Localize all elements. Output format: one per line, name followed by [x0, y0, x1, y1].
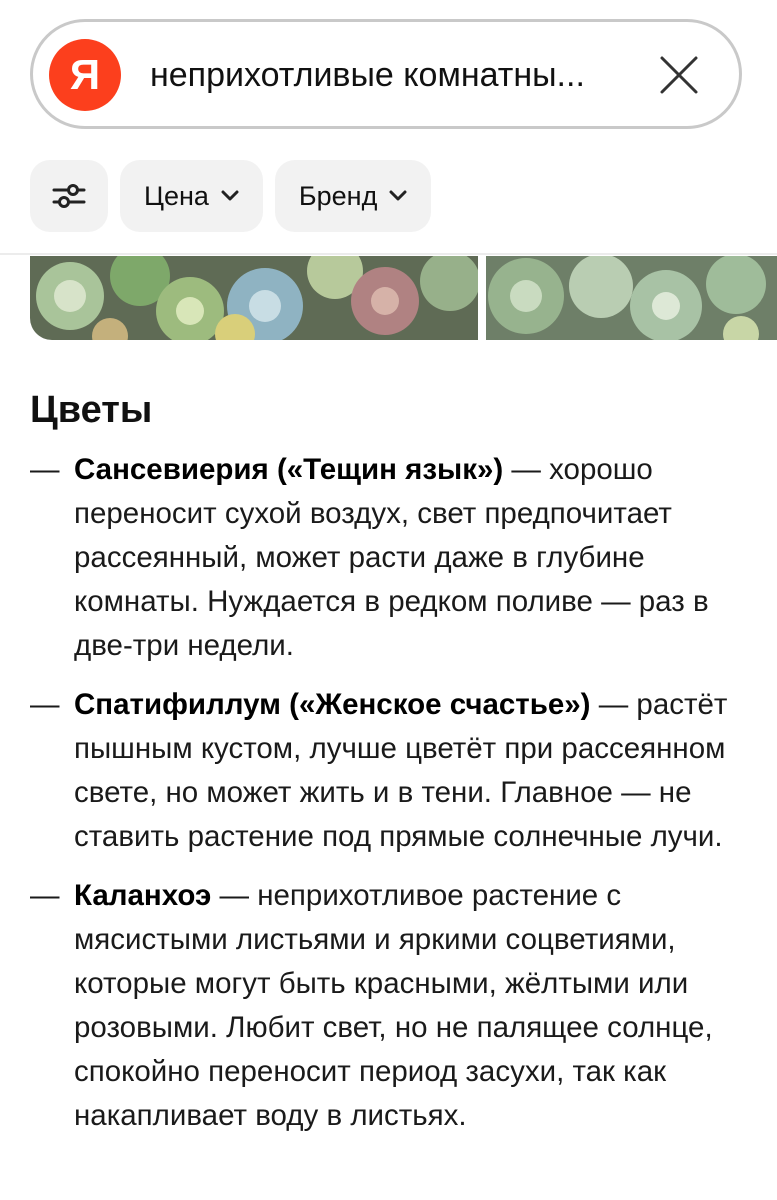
plant-name: Спатифиллум («Женское счастье») — [74, 688, 591, 721]
price-filter-button[interactable] — [120, 160, 263, 232]
plant-name: Каланхоэ — [74, 879, 212, 912]
filter-settings-button[interactable] — [30, 160, 108, 232]
sliders-icon — [52, 181, 86, 211]
plant-list — [30, 448, 750, 1153]
price-filter-label: Цена — [144, 180, 209, 211]
succulent-photo[interactable] — [30, 256, 478, 340]
list-dash: — — [30, 879, 60, 912]
section-title: Цветы — [30, 389, 153, 431]
plant-description: — неприхотливое растение с мясистыми листьями и яркими соцветиями, которые могут быть красными, жёлтыми или розовыми. Любит свет, но не палящее солнце, спокойно переносит период засухи, так как накапливает воду в листьях. — [74, 879, 713, 1132]
succulent-photo[interactable] — [486, 256, 777, 340]
plant-description: — растёт пышным кустом, лучше цветёт при рассеянном свете, но может жить и в тени. Главное — не ставить растение под прямые солнечные лучи. — [74, 688, 728, 853]
list-dash: — — [30, 453, 60, 486]
plant-name: Сансевиерия («Тещин язык») — [74, 453, 504, 486]
brand-filter-button[interactable] — [275, 160, 431, 232]
search-input[interactable]: неприхотливые комнатны... — [150, 56, 585, 94]
list-item — [30, 448, 750, 668]
brand-filter-label: Бренд — [298, 180, 378, 211]
filter-bar — [30, 160, 431, 232]
search-bar[interactable] — [30, 19, 742, 129]
image-carousel[interactable] — [30, 256, 777, 340]
chevron-down-icon — [389, 190, 407, 202]
list-dash: — — [30, 688, 60, 721]
close-icon[interactable] — [659, 55, 699, 95]
list-item — [30, 874, 750, 1138]
header-divider — [0, 253, 777, 255]
chevron-down-icon — [221, 190, 239, 202]
list-item — [30, 683, 750, 859]
yandex-logo[interactable]: Я — [49, 39, 121, 111]
plant-description: — хорошо переносит сухой воздух, свет предпочитает рассеянный, может расти даже в глубине комнаты. Нуждается в редком поливе — раз в две-три недели. — [74, 453, 709, 662]
